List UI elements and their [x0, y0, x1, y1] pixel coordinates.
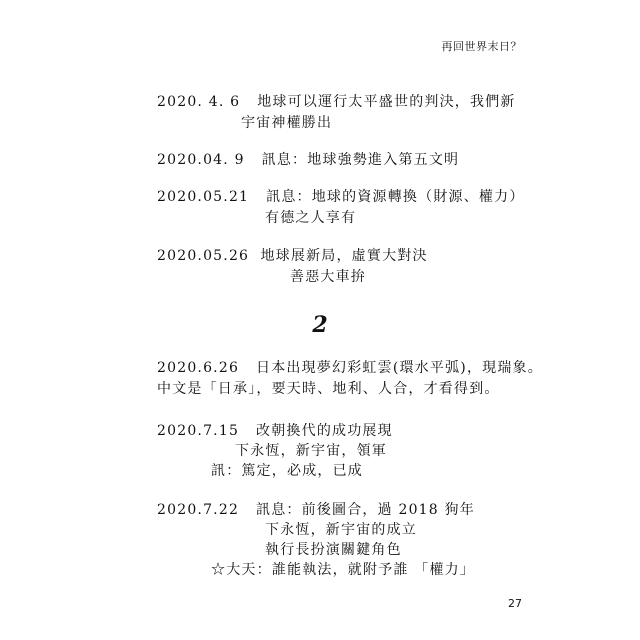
entry-date: 2020.05.26: [157, 248, 250, 264]
entry-text: 訊息：地球強勢進入第五文明: [261, 152, 460, 168]
entry-date: 2020.7.22: [157, 502, 240, 518]
entry-text: 訊息：前後圖合，過 2018 狗年: [256, 502, 475, 518]
entry-line: [157, 423, 393, 439]
entry-line: 下永恆，新宇宙，領軍: [235, 443, 387, 459]
entry-line: [157, 94, 516, 110]
entry-date: 2020.6.26: [157, 360, 240, 376]
entry-text: 改朝換代的成功展現: [256, 423, 393, 439]
entry-line: 執行長扮演關鍵角色: [265, 542, 402, 558]
entry-line: 訊：篤定，必成，已成: [211, 463, 363, 479]
entry-date: 2020. 4. 6: [157, 94, 241, 110]
entry-date: 2020.7.15: [157, 423, 240, 439]
entry-text: 地球展新局，虛實大對決: [260, 248, 428, 264]
entry-line: ☆大天：誰能執法，就附予誰 「權力」: [211, 562, 476, 578]
entry-line: [157, 152, 459, 168]
entry-line: 宇宙神權勝出: [241, 115, 333, 131]
entry-line: [157, 360, 543, 376]
entry-line: [157, 248, 428, 264]
page-number: 27: [508, 597, 522, 610]
entry-line: 中文是「日承」，要天時、地利、人合，才看得到。: [157, 381, 500, 397]
entry-line: [157, 189, 525, 205]
entry-line: 有德之人享有: [265, 210, 357, 226]
entry-text: 日本出現夢幻彩虹雲(環水平弧)，現瑞象。: [256, 360, 543, 376]
entry-line: 善惡大車拚: [290, 269, 366, 285]
entry-text: 訊息：地球的資源轉換（財源、權力）: [266, 189, 525, 205]
running-header: 再回世界末日？: [441, 40, 522, 53]
entry-line: [157, 502, 475, 518]
entry-date: 2020.05.21: [157, 189, 250, 205]
section-heading: 2: [312, 312, 328, 338]
entry-date: 2020.04. 9: [157, 152, 245, 168]
entry-line: 下永恆，新宇宙的成立: [265, 522, 417, 538]
entry-text: 地球可以運行太平盛世的判決，我們新: [257, 94, 516, 110]
